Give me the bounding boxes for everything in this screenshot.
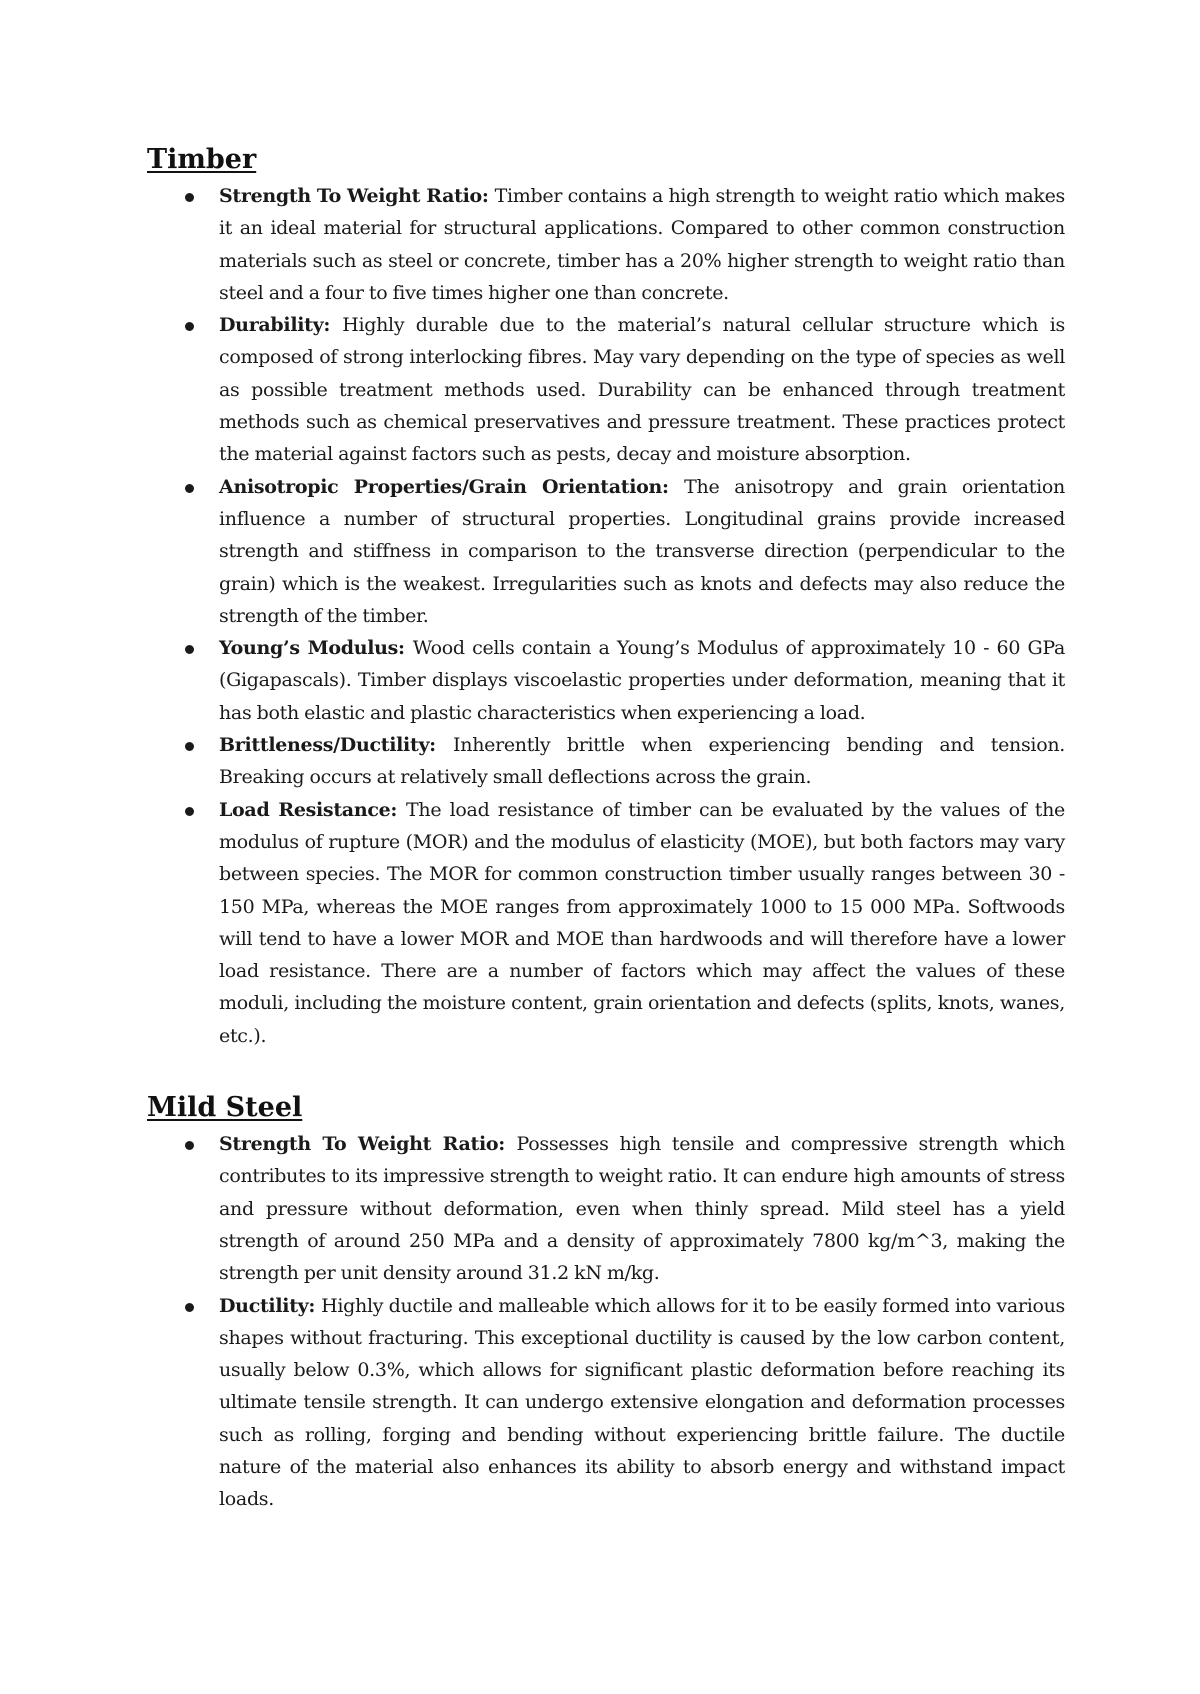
list-item [147,1290,1065,1516]
document-page [147,140,1065,1516]
property-term: Anisotropic Properties/Grain Orientation: [219,475,685,498]
property-text: The anisotropy and grain orientation influence a number of structural properties. Longitudinal grains provide increased strength and stiffness in comparison to the transverse direction (perpendicular to the grain) which is the weakest. Irregularities such as knots and defects may also reduce the strength of the timber. [219,475,1065,627]
property-text: The load resistance of timber can be evaluated by the values of the modulus of rupture (MOR) and the modulus of elasticity (MOE), but both factors may vary between species. The MOR for common construction timber usually ranges between 30 - 150 MPa, whereas the MOE ranges from approximately 1000 to 15 000 MPa. Softwoods will tend to have a lower MOR and MOE than hardwoods and will therefore have a lower load resistance. There are a number of factors which may affect the values of these moduli, including the moisture content, grain orientation and defects (splits, knots, wanes, etc.). [219,798,1065,1047]
property-term: Strength To Weight Ratio: [219,185,495,207]
property-text: Timber contains a high strength to weight ratio which makes it an ideal material for structural applications. Compared to other common construction materials such as steel or concrete, timber has a 20% higher strength to weight ratio than steel and a four to five times higher one than concrete. [219,185,1065,304]
property-term: Load Resistance: [219,798,407,821]
property-text: Highly ductile and malleable which allows for it to be easily formed into various shapes without fracturing. This exceptional ductility is caused by the low carbon content, usually below 0.3%, which allows for significant plastic deformation before reaching its ultimate tensile strength. It can undergo extensive elongation and deformation processes such as rolling, forging and bending without experiencing brittle failure. The ductile nature of the material also enhances its ability to absorb energy and withstand impact loads. [219,1294,1066,1511]
property-text: Highly durable due to the material’s natural cellular structure which is composed of strong interlocking fibres. May vary depending on the type of species as well as possible treatment methods used. Durability can be enhanced through treatment methods such as chemical preservatives and pressure treatment. These practices protect the material against factors such as pests, decay and moisture absorption. [219,314,1065,466]
bullet-icon [185,484,194,493]
list-item [147,471,1065,632]
bullet-icon [185,742,194,751]
section-heading: Mild Steel [147,1092,303,1124]
property-text: Possesses high tensile and compressive strength which contributes to its impressive strength to weight ratio. It can endure high amounts of stress and pressure without deformation, even when thinly spread. Mild steel has a yield strength of around 250 MPa and a density of approximately 7800 kg/m^3, making the strength per unit density around 31.2 kN m/kg. [219,1133,1065,1285]
property-term: Brittleness/Ductility: [219,734,454,757]
list-item [147,729,1065,794]
bullet-icon [185,193,194,202]
section-heading: Timber [147,144,257,175]
property-text: Wood cells contain a Young’s Modulus of approximately 10 - 60 GPa (Gigapascals). Timber displays viscoelastic properties under deformation, meaning that it has both elastic and plastic characteristics when experiencing a load. [219,637,1065,724]
property-term: Strength To Weight Ratio: [219,1133,517,1156]
bullet-icon [185,1303,194,1312]
section-mild-steel [147,1088,1065,1516]
bullet-icon [185,1141,194,1150]
property-term: Ductility: [219,1294,322,1317]
property-text: Inherently brittle when experiencing bending and tension. Breaking occurs at relatively small deflections across the grain. [219,734,1066,789]
bullet-icon [185,322,194,331]
list-item [147,632,1065,729]
list-item [147,309,1065,470]
property-term: Young’s Modulus: [219,637,413,660]
list-item [147,180,1065,309]
bullet-icon [185,645,194,654]
section-timber [147,140,1065,1052]
property-term: Durability: [219,314,343,337]
property-list [147,1128,1065,1516]
property-list [147,180,1065,1052]
list-item [147,794,1065,1052]
list-item [147,1128,1065,1289]
bullet-icon [185,807,194,816]
